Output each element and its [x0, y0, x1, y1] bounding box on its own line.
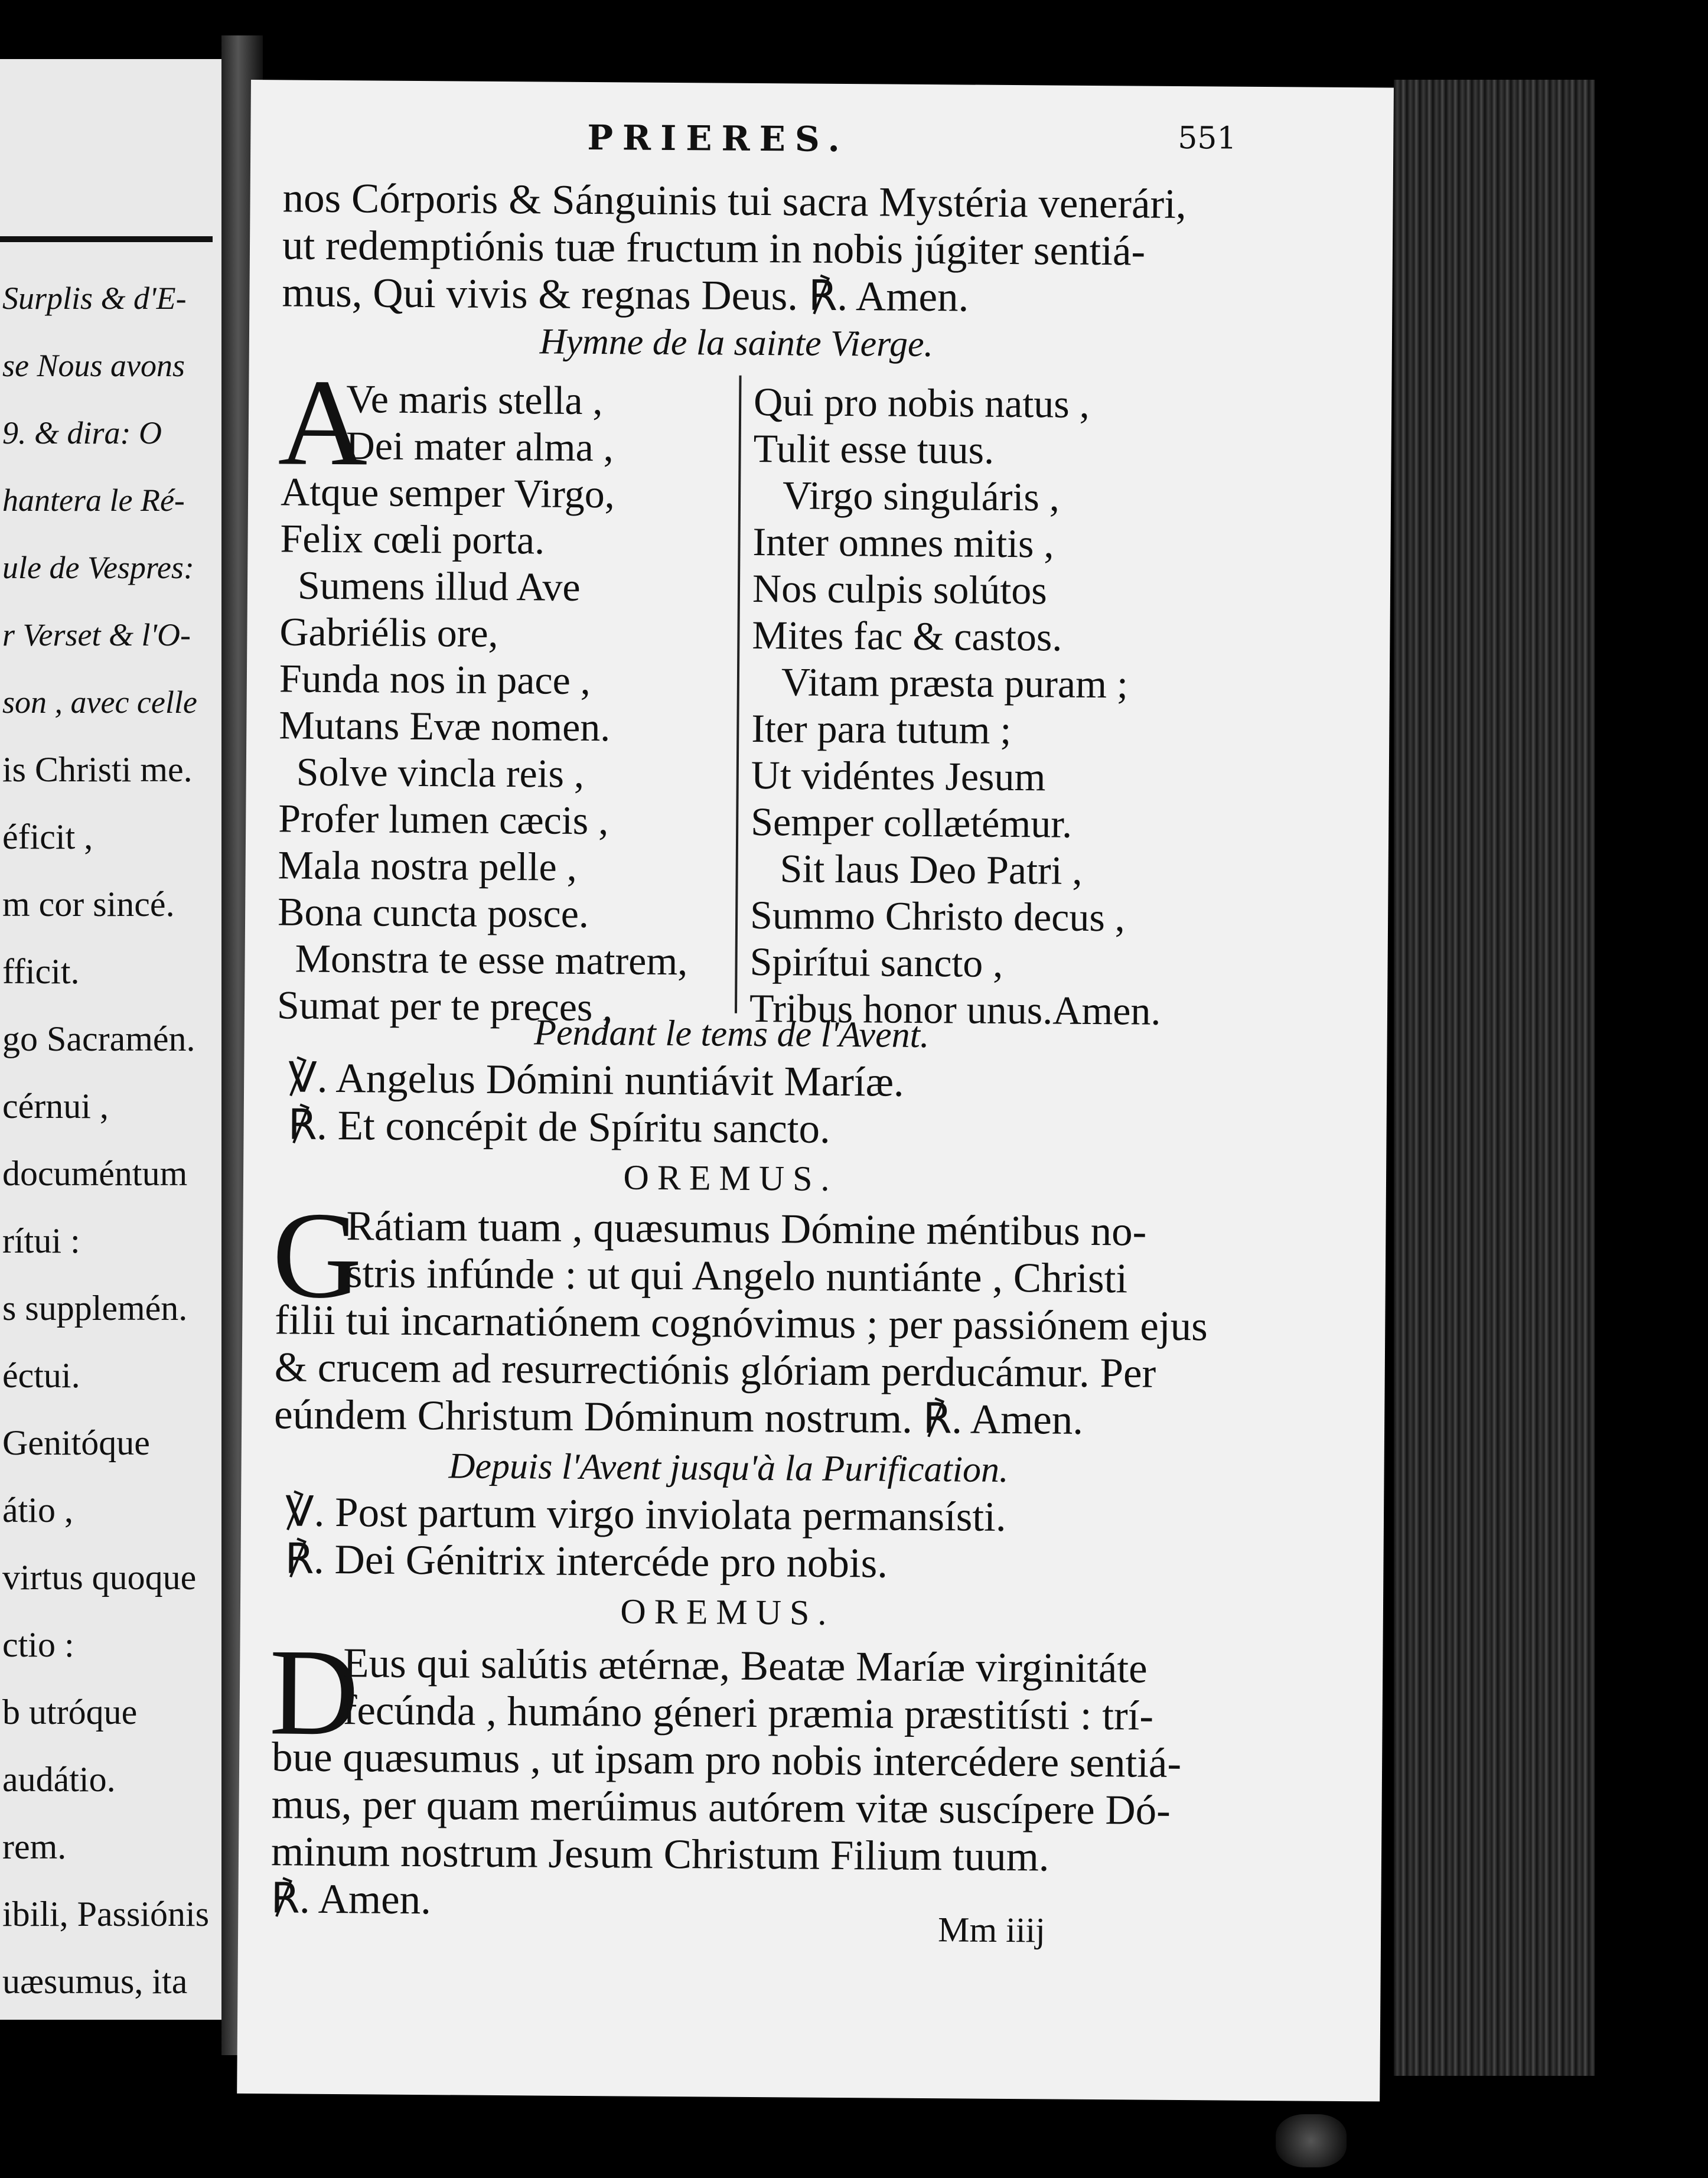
left-page-line: m cor sincé.	[2, 885, 175, 924]
hymn-line: Mala nostra pelle ,	[278, 842, 578, 889]
left-page-line: cérnui ,	[2, 1087, 109, 1126]
hymn-line: Funda nos in pace ,	[279, 656, 591, 703]
hymn-line: Monstra te esse matrem,	[295, 935, 688, 984]
left-page-rule	[0, 236, 213, 242]
left-page-line: Genitóque	[2, 1423, 150, 1462]
hymn-line: Semper collætémur.	[750, 798, 1073, 846]
prayer-1-line: filii tui incarnatiónem cognóvimus ; per passiónem ejus	[275, 1297, 1208, 1350]
prayer-2-line: mus, per quam merúimus autórem vitæ suscípere Dó-	[271, 1781, 1171, 1834]
response: ℟. Et concépit de Spíritu sancto.	[288, 1102, 831, 1152]
hymn-line: Atque semper Virgo,	[280, 469, 615, 517]
hymn-dropcap: A	[278, 354, 369, 492]
left-page-line: Surplis & d'E-	[2, 281, 187, 316]
opening-line: nos Córporis & Sánguinis tui sacra Mystéria venerári,	[282, 175, 1187, 228]
versicle: ℣. Angelus Dómini nuntiávit Maríæ.	[288, 1055, 904, 1106]
hymn-title: Hymne de la sainte Vierge.	[539, 321, 934, 365]
opening-line: ut redemptiónis tuæ fructum in nobis júgiter sentiá-	[282, 222, 1146, 275]
left-page-line: uæsumus, ita	[2, 1962, 188, 2001]
running-head: PRIERES.	[587, 117, 850, 160]
right-page	[237, 80, 1394, 2101]
left-page-line: ctio :	[2, 1625, 74, 1664]
prayer-1-line: stris infúnde : ut qui Angelo nuntiánte , Christi	[345, 1250, 1128, 1302]
left-page-line: virtus quoque	[2, 1558, 197, 1597]
hymn-line: Mites fac & castos.	[752, 612, 1062, 660]
hymn-line: Tribus honor unus.Amen.	[749, 985, 1161, 1033]
hymn-line: Sumens illud Ave	[297, 562, 581, 609]
left-page-line: éficit ,	[2, 817, 93, 856]
scan-artifact	[1276, 2114, 1347, 2167]
hymn-line: Summo Christo decus ,	[749, 892, 1126, 940]
oremus-heading: OREMUS.	[620, 1592, 835, 1632]
left-page-line: rem.	[2, 1827, 67, 1866]
left-page-line: rítui :	[2, 1221, 80, 1260]
prayer-2-line: ℟. Amen.	[270, 1876, 432, 1923]
hymn-line: Inter omnes mitis ,	[752, 519, 1054, 566]
prayer-2-line: fecúnda , humáno géneri præmia præstitísti : trí-	[343, 1687, 1154, 1739]
page-number: 551	[1178, 120, 1237, 156]
left-page-line: go Sacramén.	[2, 1019, 195, 1058]
left-page-line: son , avec celle	[2, 684, 197, 720]
hymn-line: Sumat per te preces ,	[276, 982, 613, 1030]
hymn-line: Felix cœli porta.	[280, 516, 545, 563]
left-page	[0, 59, 221, 2020]
prayer-1-line: & crucem ad resurrectiónis glóriam perducámur. Per	[274, 1344, 1156, 1397]
prayer-2-line: minum nostrum Jesum Christum Filium tuum.	[270, 1828, 1049, 1880]
hymn-line: Tulit esse tuus.	[753, 425, 995, 472]
hymn-line: Spirítui sancto ,	[749, 938, 1003, 986]
book-fore-edge	[1394, 80, 1595, 2076]
hymn-line: Dei mater alma ,	[345, 423, 614, 470]
hymn-line: Mutans Evæ nomen.	[279, 702, 611, 750]
prayer-2-dropcap: D	[269, 1623, 360, 1762]
hymn-line: Iter para tutum ;	[751, 705, 1012, 753]
prayer-1-line: Rátiam tuam , quæsumus Dómine méntibus no-	[346, 1203, 1147, 1255]
purification-heading: Depuis l'Avent jusqu'à la Purification.	[448, 1446, 1009, 1491]
left-page-line: átio ,	[2, 1491, 73, 1530]
left-page-line: se Nous avons	[2, 348, 185, 383]
prayer-2-line: Eus qui salútis ætérnæ, Beatæ Maríæ virginitáte	[343, 1640, 1148, 1692]
left-page-line: is Christi me.	[2, 750, 193, 789]
left-page-line: hantera le Ré-	[2, 482, 185, 518]
prayer-1-line: eúndem Christum Dóminum nostrum. ℟. Amen.	[273, 1391, 1084, 1443]
left-page-line: éctui.	[2, 1356, 80, 1395]
left-page-line: ibili, Passiónis	[2, 1895, 210, 1934]
left-page-line: 9. & dira: O	[2, 415, 162, 451]
hymn-line: Bona cuncta posce.	[277, 889, 589, 937]
hymn-column-divider	[735, 376, 742, 1013]
opening-line: mus, Qui vivis & regnas Deus. ℟. Amen.	[282, 269, 969, 321]
left-page-line: b utróque	[2, 1693, 138, 1732]
signature-mark: Mm iiij	[937, 1910, 1046, 1950]
hymn-line: Ut vidéntes Jesum	[751, 752, 1046, 800]
left-page-line: r Verset & l'O-	[2, 617, 191, 653]
left-page-line: documéntum	[2, 1154, 188, 1193]
versicle: ℣. Post partum virgo inviolata permansísti.	[285, 1489, 1006, 1540]
left-page-line: audátio.	[2, 1760, 116, 1799]
hymn-line: Gabriélis ore,	[279, 609, 498, 656]
hymn-line: Solve vincla reis ,	[296, 749, 585, 796]
hymn-line: Sit laus Deo Patri ,	[780, 846, 1083, 893]
oremus-heading: OREMUS.	[623, 1158, 838, 1198]
hymn-line: Profer lumen cæcis ,	[278, 795, 609, 843]
prayer-1-dropcap: G	[272, 1186, 363, 1325]
left-page-line: ule de Vespres:	[2, 550, 194, 585]
advent-heading: Pendant le tems de l'Avent.	[533, 1012, 930, 1056]
hymn-line: Qui pro nobis natus ,	[753, 379, 1090, 426]
prayer-2-line: bue quæsumus , ut ipsam pro nobis intercédere sentiá-	[271, 1734, 1182, 1787]
hymn-line: Ve maris stella ,	[345, 376, 603, 423]
left-page-line: s supplemén.	[2, 1289, 188, 1328]
left-page-line: fficit.	[2, 952, 80, 991]
hymn-line: Vitam præsta puram ;	[781, 659, 1129, 707]
hymn-line: Virgo singuláris ,	[782, 472, 1060, 520]
response: ℟. Dei Génitrix intercéde pro nobis.	[285, 1536, 888, 1587]
hymn-line: Nos culpis solútos	[752, 565, 1047, 613]
